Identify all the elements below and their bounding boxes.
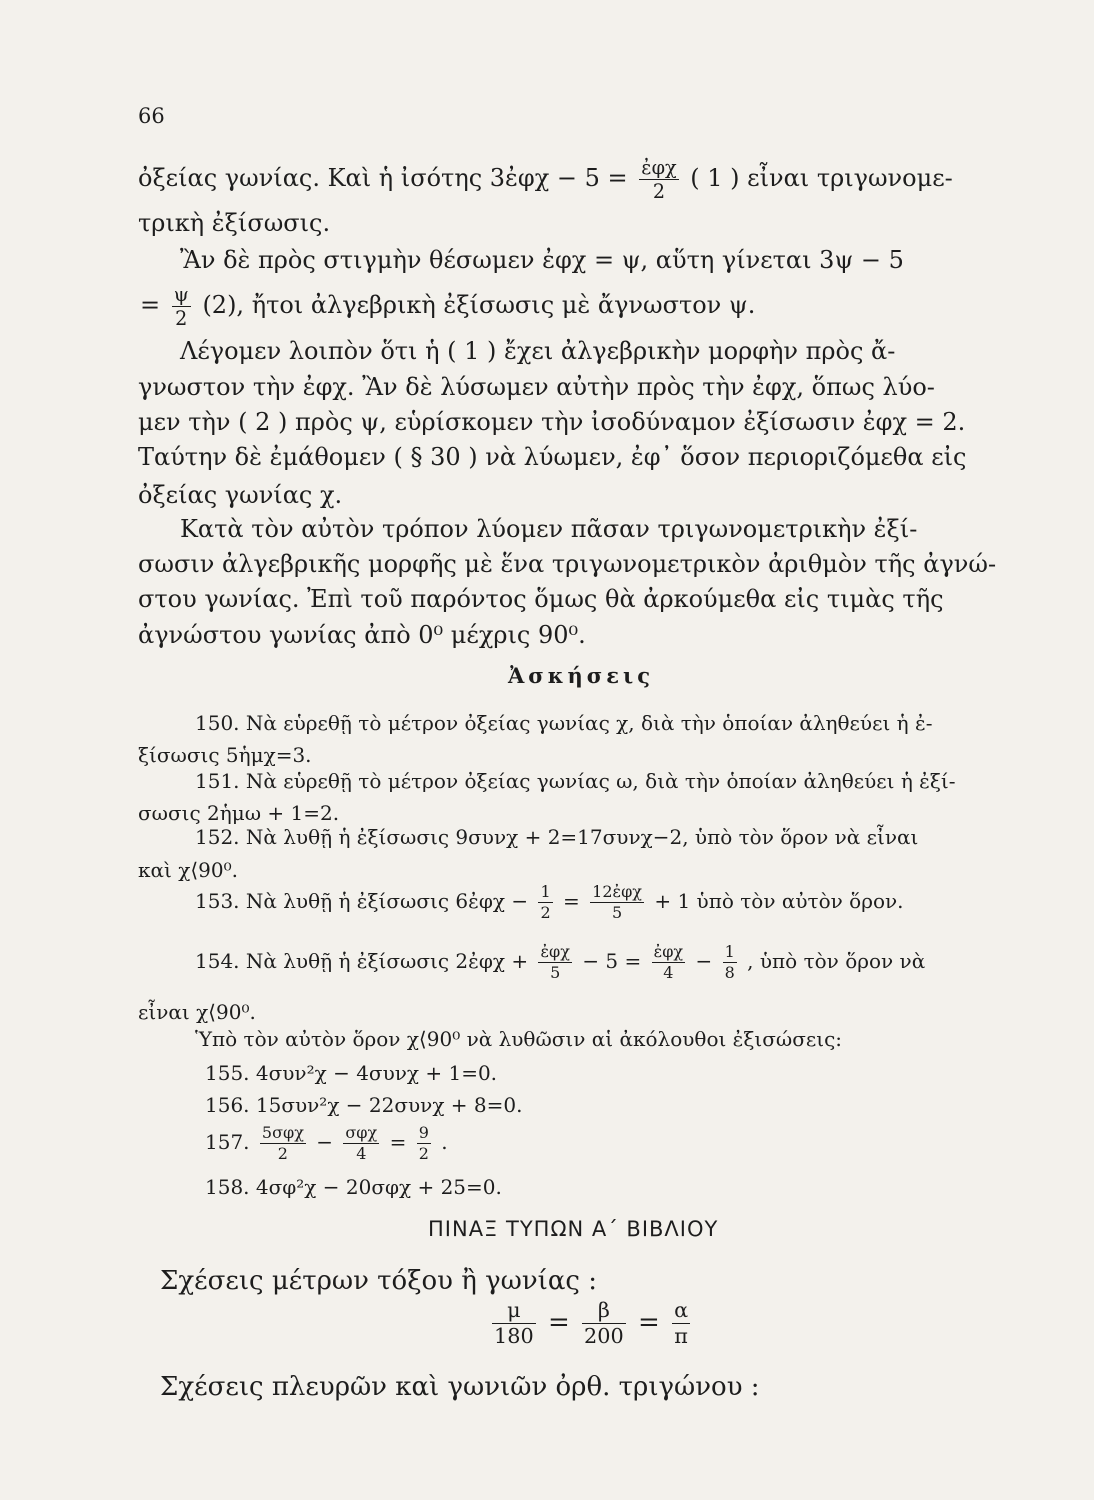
- exercise-156: 156. 15συν²χ − 22συνχ + 8=0.: [205, 1093, 523, 1117]
- numerator: μ: [492, 1300, 536, 1324]
- numerator: ἐφχ: [540, 942, 570, 961]
- text: −: [695, 949, 713, 973]
- fraction: [260, 1125, 306, 1162]
- text: =: [140, 291, 161, 320]
- exercise-155: 155. 4συν²χ − 4συνχ + 1=0.: [205, 1061, 498, 1085]
- denominator: 200: [584, 1323, 624, 1348]
- numerator: 9: [418, 1123, 429, 1142]
- exercise-154-line1: [195, 944, 925, 981]
- text: − 5 =: [582, 949, 642, 973]
- para4-line1: Κατὰ τὸν αὐτὸν τρόπον λύομεν πᾶσαν τριγωνομετρικὴν ἐξί-: [180, 515, 918, 543]
- denominator: 5: [550, 963, 561, 982]
- text: 153. Νὰ λυθῇ ἡ ἐξίσωσις 6ἐφχ −: [195, 889, 529, 913]
- numerator: ἐφχ: [653, 942, 684, 961]
- fraction: [538, 884, 552, 921]
- para1-line1: [138, 156, 953, 204]
- denominator: 4: [663, 963, 674, 982]
- numerator: 1: [724, 942, 735, 961]
- exercise-150-line1: 150. Νὰ εὑρεθῇ τὸ μέτρον ὀξείας γωνίας χ, διὰ τὴν ὁποίαν ἀληθεύει ἡ ἐ-: [195, 711, 933, 735]
- exercise-150-line2: ξίσωσις 5ἡμχ=3.: [138, 743, 312, 767]
- para3-line5: ὀξείας γωνίας χ.: [138, 481, 343, 509]
- exercise-157: [205, 1125, 448, 1162]
- text: −: [316, 1130, 334, 1154]
- numerator: ψ: [173, 283, 189, 306]
- fraction: [672, 1300, 690, 1347]
- text: .: [441, 1130, 448, 1154]
- fraction: [172, 283, 191, 331]
- fraction: [639, 156, 678, 204]
- fraction: [652, 944, 685, 981]
- denominator: 8: [724, 963, 735, 982]
- exercise-153: [195, 884, 904, 921]
- text: ὀξείας γωνίας. Καὶ ἡ ἰσότης 3ἐφχ − 5 =: [138, 164, 628, 193]
- para3-line4: Ταύτην δὲ ἐμάθομεν ( § 30 ) νὰ λύωμεν, ἐφ᾽ ὅσον περιοριζόμεθα εἰς: [138, 443, 967, 471]
- denominator: 180: [494, 1323, 534, 1348]
- exercise-158: 158. 4σφ²χ − 20σφχ + 25=0.: [205, 1175, 502, 1199]
- denominator: 2: [418, 1144, 429, 1163]
- exercise-154-line2: εἶναι χ⟨90⁰.: [138, 1000, 256, 1024]
- para2-line2: [140, 283, 756, 331]
- denominator: 2: [652, 180, 666, 204]
- fraction: [590, 884, 644, 921]
- exercise-152-line2: καὶ χ⟨90⁰.: [138, 858, 238, 882]
- para3-line3: μεν τὴν ( 2 ) πρὸς ψ, εὑρίσκομεν τὴν ἰσοδύναμον ἐξίσωσιν ἐφχ = 2.: [138, 408, 966, 436]
- para4-line3: στου γωνίας. Ἐπὶ τοῦ παρόντος ὅμως θὰ ἀρκούμεθα εἰς τιμὰς τῆς: [138, 585, 944, 613]
- numerator: ἐφχ: [641, 156, 677, 179]
- fraction: [723, 944, 737, 981]
- numerator: β: [582, 1300, 626, 1324]
- para3-line1: Λέγομεν λοιπὸν ὅτι ἡ ( 1 ) ἔχει ἀλγεβρικὴν μορφὴν πρὸς ἄ-: [180, 337, 896, 365]
- text: 154. Νὰ λυθῇ ἡ ἐξίσωσις 2ἐφχ +: [195, 949, 529, 973]
- exercise-152-line1: 152. Νὰ λυθῇ ἡ ἐξίσωσις 9συνχ + 2=17συνχ−2, ὑπὸ τὸν ὅρον νὰ εἶναι: [195, 825, 919, 849]
- right-triangle-heading: Σχέσεις πλευρῶν καὶ γωνιῶν ὀρθ. τριγώνου :: [160, 1372, 760, 1402]
- para4-line4: ἀγνώστου γωνίας ἀπὸ 0⁰ μέχρις 90⁰.: [138, 621, 586, 649]
- denominator: 2: [540, 903, 551, 922]
- equals-sign: =: [638, 1307, 660, 1338]
- exercise-151-line2: σωσις 2ἡμω + 1=2.: [138, 801, 340, 825]
- text: =: [389, 1130, 407, 1154]
- para3-line2: γνωστον τὴν ἐφχ. Ἂν δὲ λύσωμεν αὐτὴν πρὸς τὴν ἐφχ, ὅπως λύο-: [138, 373, 935, 401]
- exercise-151-line1: 151. Νὰ εὑρεθῇ τὸ μέτρον ὀξείας γωνίας ω, διὰ τὴν ὁποίαν ἀληθεύει ἡ ἐξί-: [195, 769, 956, 793]
- text: =: [563, 889, 580, 913]
- denominator: 4: [356, 1144, 367, 1163]
- exercise-condition: Ὑπὸ τὸν αὐτὸν ὅρον χ⟨90⁰ νὰ λυθῶσιν αἱ ἀκόλουθοι ἐξισώσεις:: [195, 1027, 843, 1051]
- para1-line2: τρικὴ ἐξίσωσις.: [138, 209, 331, 237]
- denominator: 2: [175, 307, 188, 331]
- denominator: 5: [611, 903, 623, 922]
- numerator: σφχ: [345, 1123, 378, 1142]
- exercises-heading: Ἀσκήσεις: [508, 663, 654, 688]
- text: + 1 ὑπὸ τὸν αὐτὸν ὅρον.: [654, 889, 904, 913]
- text: 157.: [205, 1130, 250, 1154]
- numerator: 1: [540, 882, 551, 901]
- numerator: 5σφχ: [261, 1123, 304, 1142]
- fraction: [417, 1125, 431, 1162]
- arc-angle-heading: Σχέσεις μέτρων τόξου ἢ γωνίας :: [160, 1266, 597, 1296]
- page-number: 66: [138, 104, 165, 128]
- text: , ὑπὸ τὸν ὅρον νὰ: [747, 949, 926, 973]
- text: ( 1 ) εἶναι τριγωνομε-: [690, 164, 953, 193]
- para2-line1: Ἂν δὲ πρὸς στιγμὴν θέσωμεν ἐφχ = ψ, αὕτη γίνεται 3ψ − 5: [180, 246, 904, 274]
- numerator: α: [674, 1298, 689, 1322]
- numerator: 12ἐφχ: [592, 882, 642, 901]
- denominator: 2: [277, 1144, 288, 1163]
- text: (2), ἤτοι ἀλγεβρικὴ ἐξίσωσις μὲ ἄγνωστον ψ.: [202, 291, 756, 320]
- fraction: [538, 944, 571, 981]
- denominator: π: [674, 1323, 688, 1348]
- para4-line2: σωσιν ἀλγεβρικῆς μορφῆς μὲ ἕνα τριγωνομετρικὸν ἀριθμὸν τῆς ἀγνώ-: [138, 550, 997, 578]
- formula-table-title: ΠΙΝΑΞ ΤΥΠΩΝ Α΄ ΒΙΒΛΙΟΥ: [428, 1217, 719, 1241]
- fraction: [582, 1300, 626, 1347]
- arc-angle-formula: [488, 1300, 694, 1347]
- fraction: [492, 1300, 536, 1347]
- equals-sign: =: [547, 1307, 570, 1338]
- fraction: [343, 1125, 379, 1162]
